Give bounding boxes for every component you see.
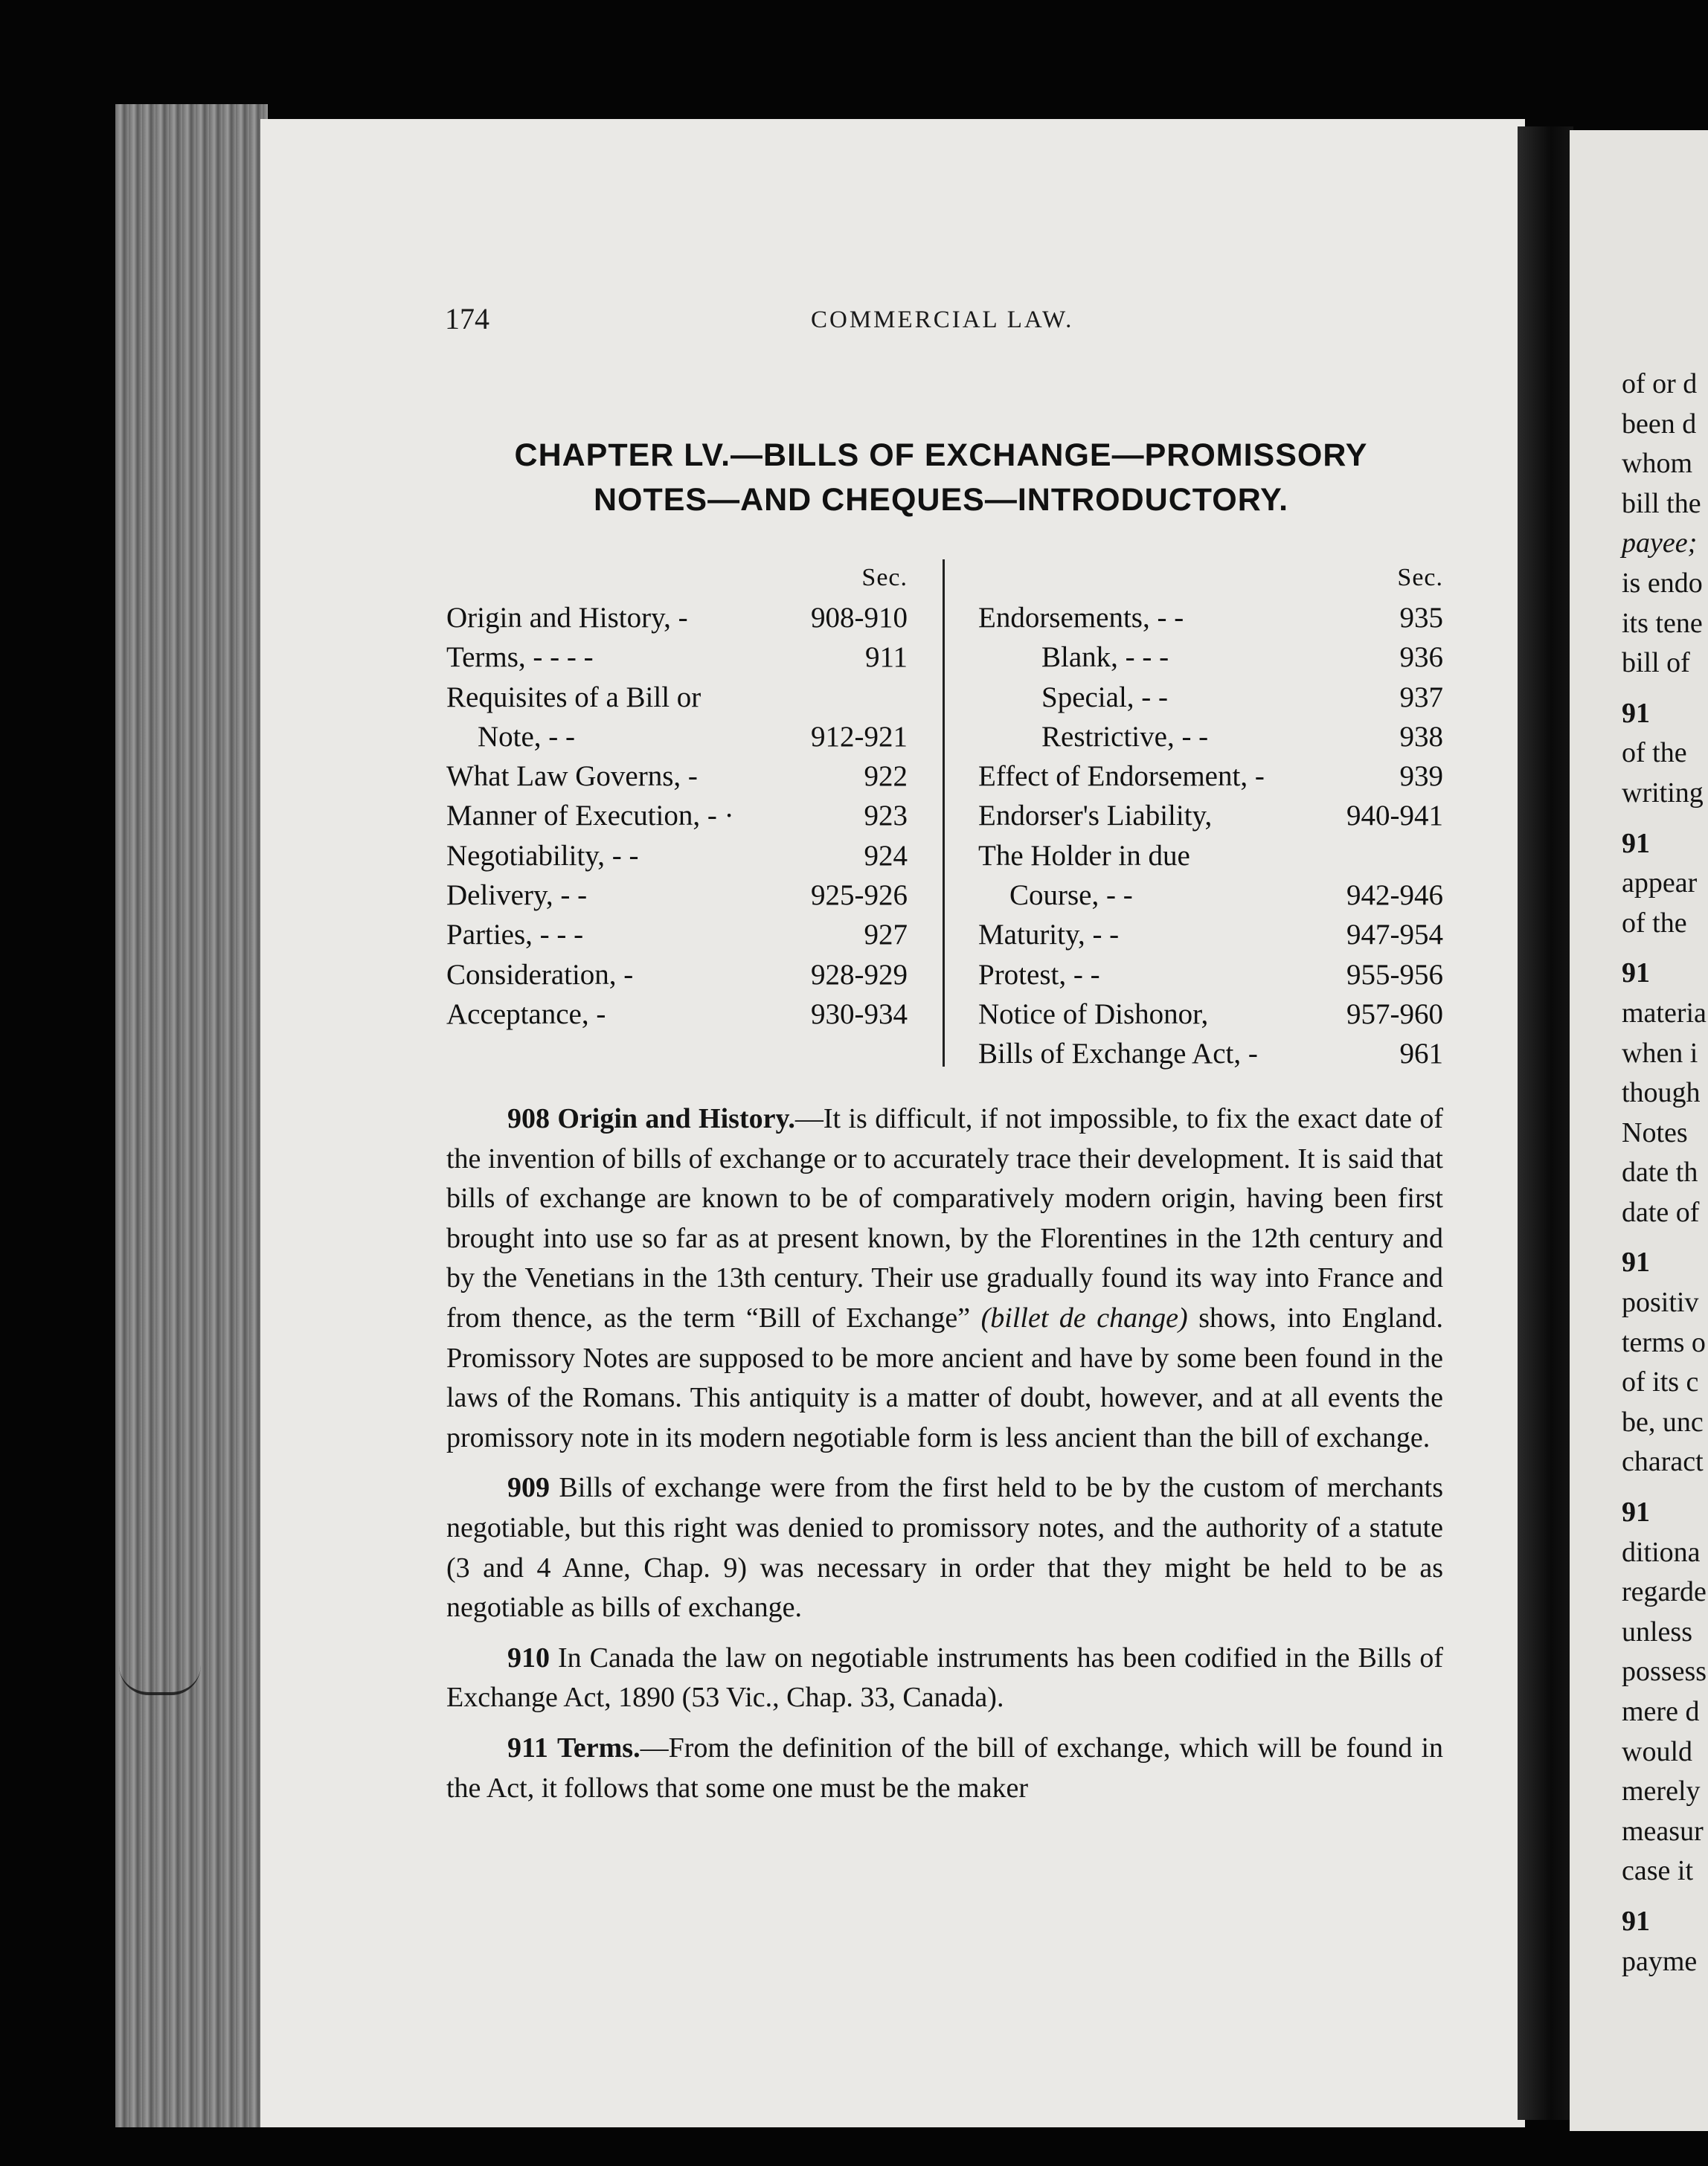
toc-label: Requisites of a Bill or: [446, 681, 702, 713]
toc-label: Protest, - -: [978, 958, 1100, 991]
toc-right-column: [978, 559, 1443, 1074]
toc-row: [978, 836, 1443, 875]
toc-sec: 957-960: [1346, 997, 1443, 1030]
toc-label: Special, - -: [1041, 681, 1169, 713]
toc-sec: 925-926: [811, 879, 908, 912]
page-number: 174: [445, 302, 489, 335]
toc-sec: 961: [1399, 1038, 1443, 1070]
toc-sec: 937: [1399, 681, 1443, 713]
toc-row: [446, 994, 908, 1034]
facing-page-fragment: of or d: [1622, 368, 1698, 399]
toc-sec: 936: [1399, 641, 1443, 674]
toc-sec: 908-910: [811, 602, 908, 634]
toc-label: Bills of Exchange Act, -: [978, 1038, 1258, 1070]
toc-label: Acceptance, -: [446, 997, 606, 1030]
facing-page-fragment: payme: [1622, 1945, 1698, 1977]
facing-page-fragment: 91: [1622, 827, 1650, 859]
toc-sec: 924: [864, 839, 908, 872]
toc-sec: 955-956: [1346, 958, 1443, 991]
toc-label: Blank, - - -: [1041, 641, 1169, 674]
facing-page-fragment: is endo: [1622, 567, 1703, 599]
facing-page-fragment: measur: [1622, 1815, 1704, 1847]
facing-page-fragment: ditiona: [1622, 1536, 1701, 1568]
chapter-heading-line-1: CHAPTER LV.—BILLS OF EXCHANGE—PROMISSORY: [514, 437, 1368, 473]
toc-sec: 911: [864, 641, 908, 674]
facing-page-fragment: when i: [1622, 1037, 1698, 1069]
toc-row: [978, 756, 1443, 796]
facing-page-fragment: payee;: [1622, 527, 1698, 559]
toc-row: [978, 875, 1443, 915]
section-number: 910: [507, 1642, 550, 1674]
toc-row: [446, 717, 908, 756]
toc-row: [446, 836, 908, 875]
toc-label: Delivery, - -: [446, 879, 588, 912]
facing-page-fragment: case it: [1622, 1855, 1694, 1887]
facing-page-fragment: terms o: [1622, 1326, 1706, 1358]
section-title: Terms.: [557, 1732, 640, 1764]
facing-page-fragment: Notes: [1622, 1116, 1688, 1148]
toc-row: [446, 955, 908, 994]
toc-sec: 938: [1399, 720, 1443, 753]
toc-divider: [943, 559, 945, 1067]
facing-page-fragment: positiv: [1622, 1287, 1699, 1319]
facing-page-fragment: would: [1622, 1735, 1692, 1767]
toc-sec-header: Sec.: [861, 564, 908, 591]
facing-page-fragment: appear: [1622, 867, 1698, 899]
facing-page-fragment: of the: [1622, 907, 1687, 939]
facing-page-fragment: 91: [1622, 697, 1650, 729]
toc-row: [978, 678, 1443, 717]
toc-sec: 927: [864, 919, 908, 951]
facing-page-fragment: 91: [1622, 1497, 1650, 1529]
toc-label: Manner of Execution, - ·: [446, 800, 734, 832]
facing-page-fragment: date of: [1622, 1196, 1700, 1228]
toc-label: Parties, - - -: [446, 919, 584, 951]
facing-page-fragment: charact: [1622, 1446, 1704, 1478]
toc-row: [446, 796, 908, 835]
facing-page-fragment: 91: [1622, 957, 1650, 989]
toc-sec: 922: [864, 760, 908, 793]
paragraph-text: —From the definition of the bill of exchange, which will be found in the Act, it follows that some one must be the maker: [446, 1732, 1443, 1804]
toc-row: [446, 915, 908, 954]
body-text: [446, 1099, 1443, 1819]
paragraph-text: shows, into England. Promissory Notes are supposed to be more ancient and have by some been found in the laws of the Romans. This antiquity is a matter of doubt, however, and at all events the promissory note in its modern negotiable form is less ancient than the bill of exchange.: [446, 1302, 1443, 1453]
facing-page-fragment: merely: [1622, 1775, 1701, 1807]
facing-page-fragment: bill the: [1622, 487, 1701, 519]
facing-page-fragment: possess: [1622, 1656, 1707, 1688]
toc-label: Consideration, -: [446, 958, 634, 991]
table-of-contents: [446, 559, 1443, 1073]
paragraph-908: [446, 1099, 1443, 1458]
toc-left-column: [446, 559, 908, 1034]
toc-label: Note, - -: [478, 720, 576, 753]
toc-sec: 939: [1399, 760, 1443, 793]
facing-page-fragment: 91: [1622, 1247, 1650, 1279]
paragraph-text: Bills of exchange were from the first held to be by the custom of merchants negotiable, but this right was denied to promissory notes, and the authority of a statute (3 and 4 Anne, Chap. 9) was necessary in order that they might be held to be as negotiable as bills of exchange.: [446, 1472, 1444, 1624]
toc-sec: [796, 678, 908, 717]
toc-sec: 935: [1399, 602, 1443, 634]
toc-sec: 940-941: [1346, 800, 1443, 832]
toc-sec: 923: [864, 800, 908, 832]
toc-row: [978, 915, 1443, 954]
toc-label: What Law Governs, -: [446, 760, 698, 793]
facing-page-fragment: unless: [1622, 1616, 1692, 1648]
facing-page-fragment: of the: [1622, 737, 1687, 769]
toc-sec: 947-954: [1346, 919, 1443, 951]
book-page-edges: [115, 104, 268, 2127]
toc-label: Notice of Dishonor,: [978, 997, 1209, 1030]
paragraph-italic: (billet de change): [980, 1302, 1188, 1334]
facing-page-fragment: writing: [1622, 777, 1704, 809]
book-gutter: [1518, 126, 1573, 2120]
toc-row: [978, 637, 1443, 677]
facing-page-fragment: date th: [1622, 1157, 1698, 1189]
toc-label: Origin and History, -: [446, 602, 688, 634]
toc-sec: 912-921: [811, 720, 908, 753]
facing-page-fragment: regarde: [1622, 1576, 1707, 1608]
toc-row: [446, 598, 908, 637]
facing-page-fragment: materia: [1622, 997, 1707, 1029]
toc-row: [978, 717, 1443, 756]
toc-label: Terms, - - - -: [446, 641, 594, 674]
toc-row: [978, 1034, 1443, 1073]
chapter-heading-line-2: NOTES—AND CHEQUES—INTRODUCTORY.: [593, 482, 1289, 518]
toc-sec: 930-934: [811, 997, 908, 1030]
paragraph-text: —It is difficult, if not impossible, to fix the exact date of the invention of bills of exchange or to accurately trace their development. It is said that bills of exchange are known to be of comparatively modern origin, having been first brought into use so far as at present known, by the Florentines in the 12th century and by the Venetians in the 13th century. Their use gradually found its way into France and from thence, as the term “Bill of Exchange”: [446, 1103, 1443, 1334]
facing-page-fragment: though: [1622, 1077, 1701, 1109]
toc-sec: 928-929: [811, 958, 908, 991]
facing-page-fragment: bill of: [1622, 647, 1690, 679]
toc-row: [978, 955, 1443, 994]
section-number: 908: [507, 1103, 550, 1134]
toc-row: [978, 598, 1443, 637]
section-title: Origin and History.: [557, 1103, 795, 1134]
paragraph-text: In Canada the law on negotiable instruments has been codified in the Bills of Exchange Act, 1890 (53 Vic., Chap. 33, Canada).: [446, 1642, 1443, 1714]
chapter-heading: [446, 433, 1436, 522]
toc-label: Endorser's Liability,: [978, 800, 1213, 832]
margin-pencil-mark: [119, 1655, 201, 1695]
toc-row: [446, 875, 908, 915]
toc-label: Negotiability, - -: [446, 839, 639, 872]
paragraph-910: [446, 1639, 1443, 1718]
facing-page-fragment: be, unc: [1622, 1406, 1704, 1438]
toc-row: [446, 678, 908, 717]
toc-row: [978, 994, 1443, 1034]
toc-label: Course, - -: [1009, 879, 1133, 912]
toc-label: Maturity, - -: [978, 919, 1120, 951]
toc-sec: 942-946: [1346, 879, 1443, 912]
toc-label: Effect of Endorsement, -: [978, 760, 1265, 793]
toc-sec: [1332, 836, 1443, 875]
section-number: 911: [507, 1732, 548, 1764]
toc-label: Endorsements, - -: [978, 602, 1184, 634]
running-title: COMMERCIAL LAW.: [811, 306, 1074, 333]
toc-row: [446, 756, 908, 796]
section-number: 909: [507, 1472, 550, 1504]
toc-row: [446, 637, 908, 677]
facing-page-fragment: whom: [1622, 448, 1692, 480]
toc-row: [978, 796, 1443, 835]
facing-page-text-fragments: [1622, 364, 1707, 1982]
paragraph-911: [446, 1729, 1443, 1808]
toc-sec-header: Sec.: [1397, 564, 1443, 591]
facing-page-fragment: been d: [1622, 408, 1697, 440]
toc-label: Restrictive, - -: [1041, 720, 1209, 753]
facing-page-fragment: mere d: [1622, 1696, 1700, 1727]
facing-page-fragment: of its c: [1622, 1366, 1699, 1398]
facing-page-fragment: 91: [1622, 1905, 1650, 1937]
toc-label: The Holder in due: [978, 839, 1190, 872]
facing-page-fragment: its tene: [1622, 607, 1703, 639]
paragraph-909: [446, 1468, 1443, 1627]
